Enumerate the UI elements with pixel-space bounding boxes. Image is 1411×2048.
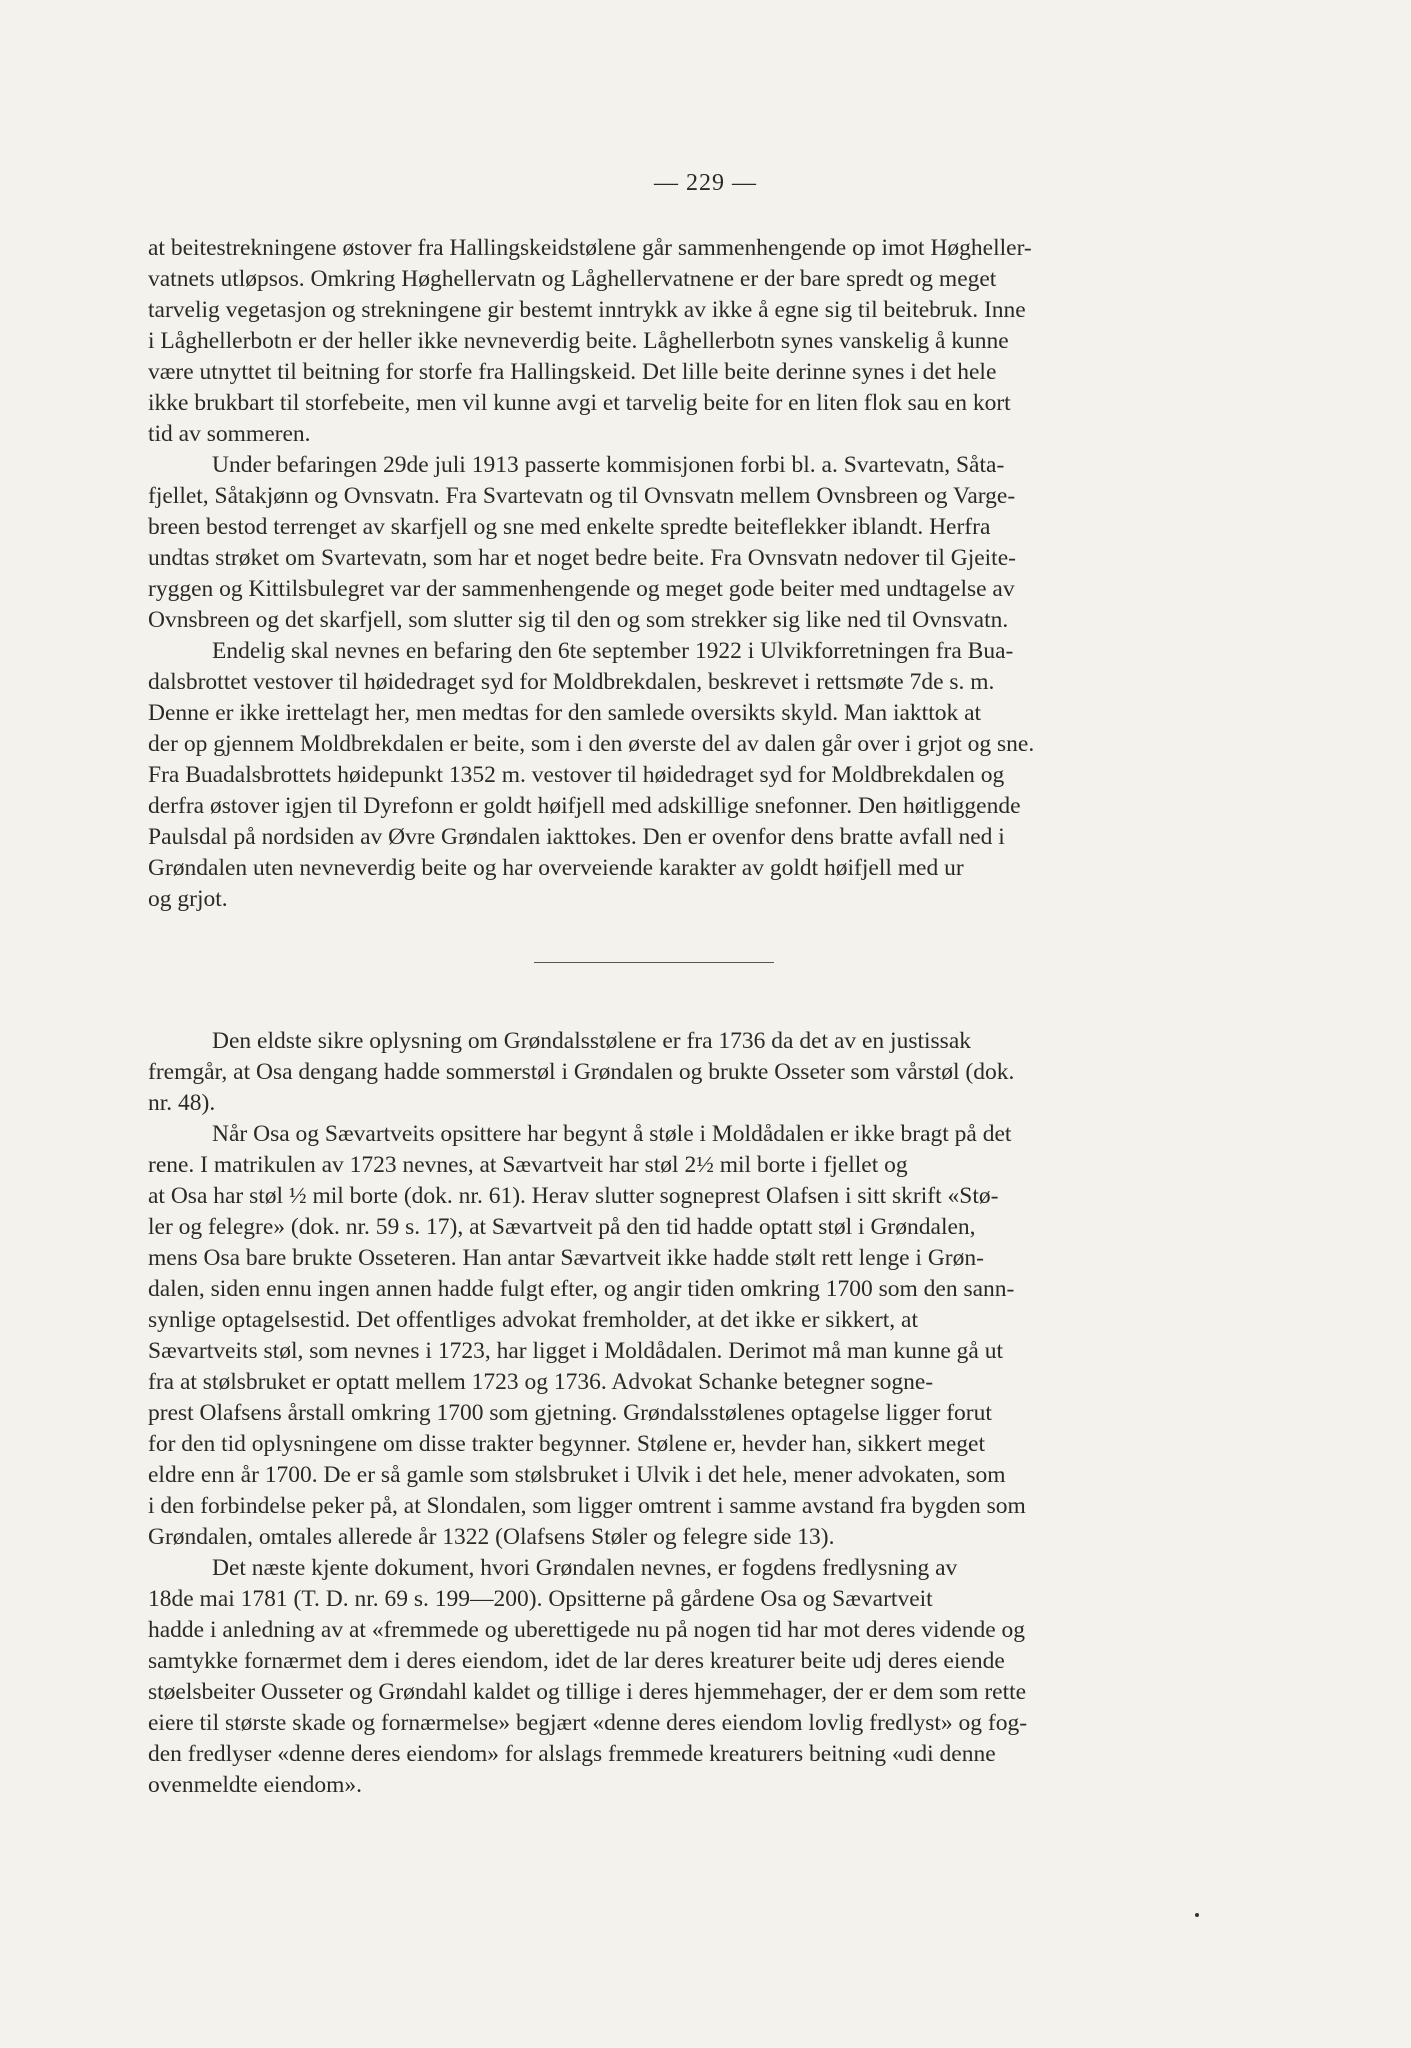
paragraph: Endelig skal nevnes en befaring den 6te september 1922 i Ulvikforretningen fra Bua- dalsbrottet vestover til høidedraget syd for Moldbrekdalen, beskrevet i rettsmøte 7de s. m. Denne er ikke irettelagt her, men medtas for den samlede oversikts skyld. Man iakttok at der op gjennem Moldbrekdalen er beite, som i den øverste del av dalen går over i grjot og sne. Fra Buadalsbrottets høidepunkt 1352 m. vestover til høidedraget syd for Moldbrekdalen og derfra østover igjen til Dyrefonn er goldt høifjell med adskillige snefonner. Den høitliggende Paulsdal på nordsiden av Øvre Grøndalen iakttokes. Den er ovenfor dens bratte avfall ned i Grøndalen uten nevneverdig beite og har overveiende karakter av goldt høifjell med ur og grjot. — [148, 638, 1035, 912]
section-divider — [534, 962, 774, 963]
section-2 — [148, 1026, 1172, 1801]
paragraph: Den eldste sikre oplysning om Grøndalsstølene er fra 1736 da det av en justissak fremgår, at Osa dengang hadde sommerstøl i Grøndalen og brukte Osseter som vårstøl (dok. nr. 48). — [148, 1028, 1015, 1116]
paragraph: at beitestrekningene østover fra Hallingskeidstølene går sammenhengende op imot Høgheller- vatnets utløpsos. Omkring Høghellervatn og Låghellervatnene er der bare spredt og meget tarvelig vegetasjon og strekningene gir bestemt inntrykk av ikke å egne sig til beitebruk. Inne i Låghellerbotn er der heller ikke nevneverdig beite. Låghellerbotn synes vanskelig å kunne være utnyttet til beitning for storfe fra Hallingskeid. Det lille beite derinne synes i det hele ikke brukbart til storfebeite, men vil kunne avgi et tarvelig beite for en liten flok sau en kort tid av sommeren. — [148, 235, 1032, 447]
paragraph: Når Osa og Sævartveits opsittere har begynt å støle i Moldådalen er ikke bragt på det rene. I matrikulen av 1723 nevnes, at Sævartveit har støl 2½ mil borte i fjellet og at Osa har støl ½ mil borte (dok. nr. 61). Herav slutter sogneprest Olafsen i sitt skrift «Stø- ler og felegre» (dok. nr. 59 s. 17), at Sævartveit på den tid hadde optatt støl i Grøndalen, mens Osa bare brukte Osseteren. Han antar Sævartveit ikke hadde stølt rett lenge i Grøn- dalen, siden ennu ingen annen hadde fulgt efter, og angir tiden omkring 1700 som den sann- synlige optagelsestid. Det offentliges advokat fremholder, at det ikke er sikkert, at Sævartveits støl, som nevnes i 1723, har ligget i Moldådalen. Derimot må man kunne gå ut fra at stølsbruket er optatt mellem 1723 og 1736. Advokat Schanke betegner sogne- prest Olafsens årstall omkring 1700 som gjetning. Grøndalsstølenes optagelse ligger forut for den tid oplysningene om disse trakter begynner. Stølene er, hevder han, sikkert meget eldre enn år 1700. De er så gamle som stølsbruket i Ulvik i det hele, mener advokaten, som i den forbindelse peker på, at Slondalen, som ligger omtrent i samme avstand fra bygden som Grøndalen, omtales allerede år 1322 (Olafsens Støler og felegre side 13). — [148, 1121, 1026, 1550]
section-1 — [148, 233, 1172, 915]
page-number: — 229 — — [654, 170, 757, 196]
ink-speck — [1195, 1913, 1199, 1917]
paragraph: Under befaringen 29de juli 1913 passerte kommisjonen forbi bl. a. Svartevatn, Såta- fjellet, Såtakjønn og Ovnsvatn. Fra Svartevatn og til Ovnsvatn mellem Ovnsbreen og Varge- breen bestod terrenget av skarfjell og sne med enkelte spredte beiteflekker iblandt. Herfra undtas strøket om Svartevatn, som har et noget bedre beite. Fra Ovnsvatn nedover til Gjeite- ryggen og Kittilsbulegret var der sammenhengende og meget gode beiter med undtagelse av Ovnsbreen og det skarfjell, som slutter sig til den og som strekker sig like ned til Ovnsvatn. — [148, 452, 1016, 633]
paragraph: Det næste kjente dokument, hvori Grøndalen nevnes, er fogdens fredlysning av 18de mai 1781 (T. D. nr. 69 s. 199—200). Opsitterne på gårdene Osa og Sævartveit hadde i anledning av at «fremmede og uberettigede nu på nogen tid har mot deres vidende og samtykke fornærmet dem i deres eiendom, idet de lar deres kreaturer beite udj deres eiende støelsbeiter Ousseter og Grøndahl kaldet og tillige i deres hjemmehager, der er dem som rette eiere til største skade og fornærmelse» begjært «denne deres eiendom lovlig fredlyst» og fog- den fredlyser «denne deres eiendom» for alslags fremmede kreaturers beitning «udi denne ovenmeldte eiendom». — [148, 1555, 1028, 1798]
